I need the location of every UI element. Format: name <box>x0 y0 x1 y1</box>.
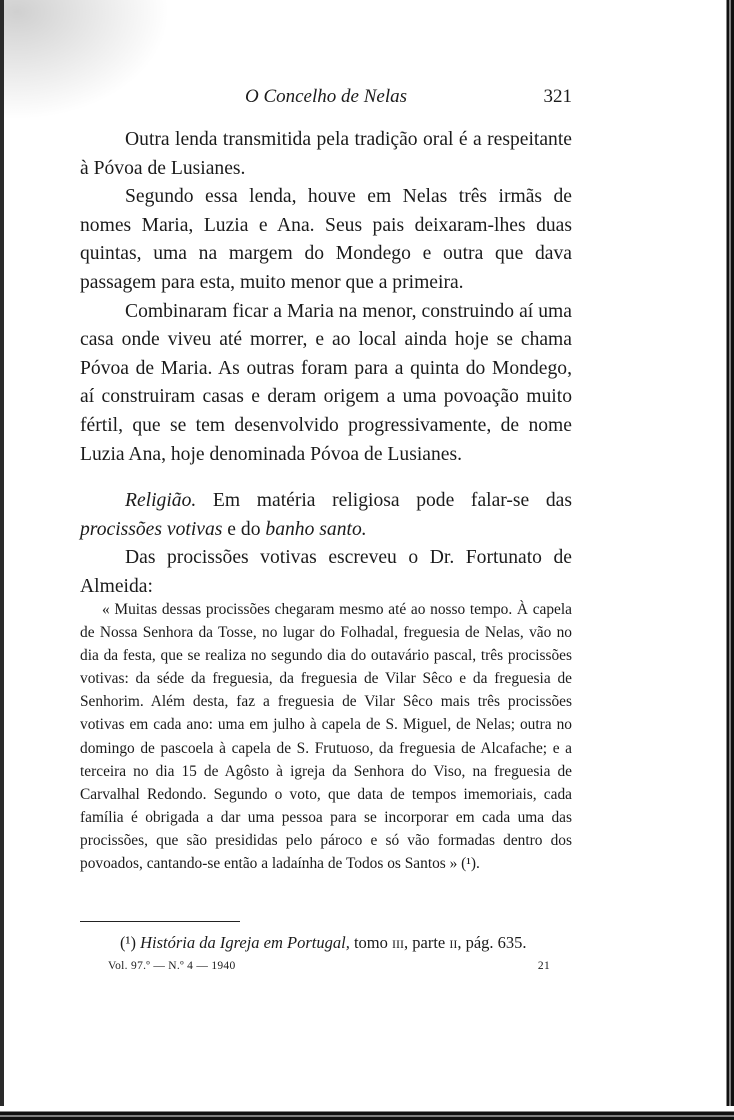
gathering-number: 21 <box>537 960 550 972</box>
paragraph-fortunato: Das procissões votivas escreveu o Dr. Fortunato de Almeida: <box>80 547 572 597</box>
religiao-text-b: e do <box>222 518 266 540</box>
footnote <box>120 932 572 954</box>
page-header <box>80 86 572 116</box>
block-quote <box>80 598 572 875</box>
footnote-text-b: , parte <box>404 933 450 952</box>
right-scan-border <box>720 0 734 1120</box>
quote-text: « Muitas dessas procissões chegaram mesmo até ao nosso tempo. À capela de Nossa Senhora da Tosse, no lugar do Folhadal, freguesia de Nelas, vão no dia da festa, que se realiza no segundo dia do outavário pascal, três procissões votivas: da séde da freguesia, da freguesia de Vilar Sêco e da freguesia de Senhorim. Além desta, faz a freguesia de Vilar Sêco mais três procissões votivas em cada ano: uma em julho à capela de S. Miguel, de Nelas; outra no domingo de pascoela à capela de S. Frutuoso, da freguesia de Alcafache; e a terceira no dia 15 de Agôsto à igreja da Senhora do Viso, na freguesia de Carvalhal Redondo. Segundo o voto, que data de tempos imemoriais, cada família é obrigada a dar uma pessoa para se incorporar em cada uma das procissões, que são presididas pelo pároco e só vão formadas dentro dos povoados, cantando-se então a ladaínha de Todos os Santos » (¹). <box>80 601 572 873</box>
paragraph-tres-irmas: Segundo essa lenda, houve em Nelas três irmãs de nomes Maria, Luzia e Ana. Seus pais deixaram-lhes duas quintas, uma na margem do Mondego e outra que dava passagem para esta, muito menor que a primeira. <box>80 186 572 293</box>
printer-signature-line <box>80 960 572 980</box>
page-number: 321 <box>543 86 572 107</box>
paragraph-religiao <box>80 487 572 544</box>
footnote-text-c: , pág. 635. <box>457 933 527 952</box>
section-heading-religiao: Religião. <box>125 490 197 512</box>
footnote-part: ii <box>449 933 458 952</box>
footnote-rule <box>80 921 240 922</box>
term-procissoes-votivas: procissões votivas <box>80 518 223 540</box>
religiao-text-a: Em matéria religiosa pode falar-se das <box>196 490 572 512</box>
paragraph-lenda-intro: Outra lenda transmitida pela tradição oral é a respeitante à Póvoa de Lusianes. <box>80 129 572 179</box>
left-scan-edge <box>0 0 4 1120</box>
main-text <box>80 126 572 602</box>
bottom-scan-border <box>0 1106 734 1120</box>
volume-signature: Vol. 97.º — N.º 4 — 1940 <box>108 960 236 972</box>
paragraph-povoa-maria: Combinaram ficar a Maria na menor, construindo aí uma casa onde viveu até morrer, e ao local ainda hoje se chama Póvoa de Maria. As outras foram para a quinta do Mondego, aí construiram casas e deram origem a uma povoação muito fértil, que se tem desenvolvido progressivamente, de nome Luzia Ana, hoje denominada Póvoa de Lusianes. <box>80 300 572 465</box>
footnote-volume: iii <box>392 933 404 952</box>
running-title: O Concelho de Nelas <box>244 86 407 107</box>
footnote-title: História da Igreja em Portugal, <box>140 933 350 952</box>
term-banho-santo: banho santo. <box>265 518 367 540</box>
footnote-text-a: tomo <box>349 933 392 952</box>
footnote-marker: (¹) <box>120 933 141 952</box>
